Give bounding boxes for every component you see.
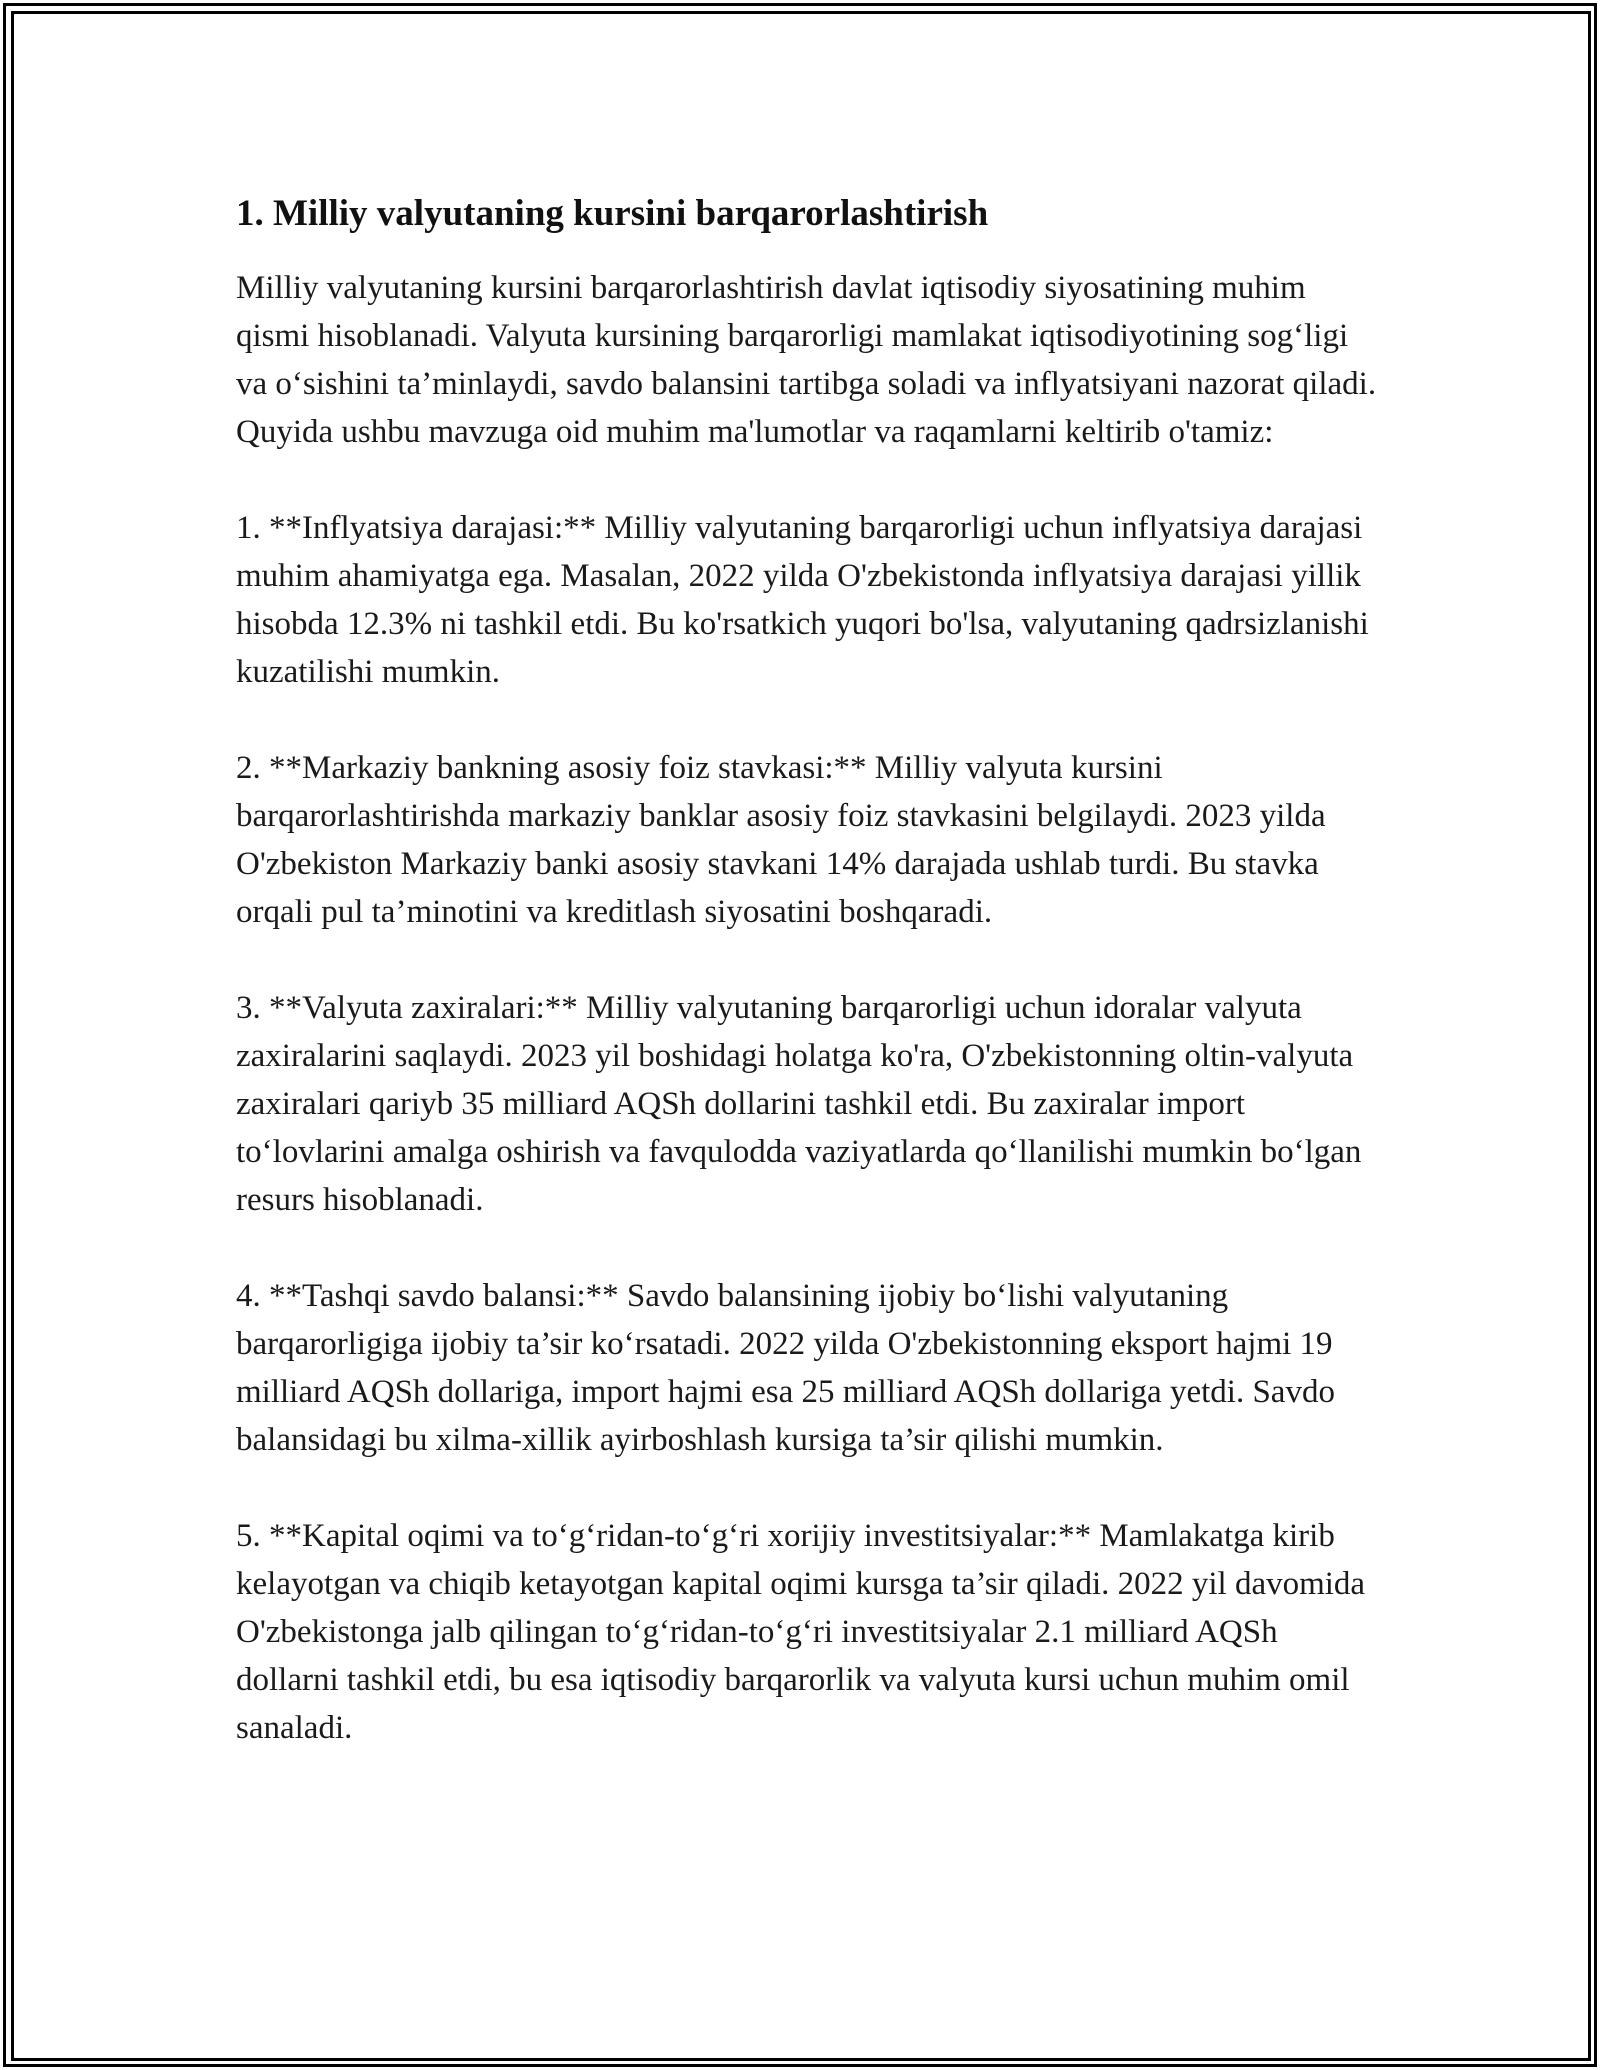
section-heading: 1. Milliy valyutaning kursini barqarorlashtirish	[236, 193, 989, 234]
list-item-capital-flows: 5. **Kapital oqimi va to‘g‘ridan-to‘g‘ri xorijiy investitsiyalar:** Mamlakatga kirib kelayotgan va chiqib ketayotgan kapital oqimi kursga ta’sir qiladi. 2022 yil davomida O'zbekistonga jalb qilingan to‘g‘ridan-to‘g‘ri investitsiyalar 2.1 milliard AQSh dollarni tashkil etdi, bu esa iqtisodiy barqarorlik va valyuta kursi uchun muhim omil sanaladi.	[236, 1518, 1366, 1746]
list-item-reserves: 3. **Valyuta zaxiralari:** Milliy valyutaning barqarorligi uchun idoralar valyuta zaxiralarini saqlaydi. 2023 yil boshidagi holatga ko'ra, O'zbekistonning oltin-valyuta zaxiralari qariyb 35 milliard AQSh dollarini tashkil etdi. Bu zaxiralar import to‘lovlarini amalga oshirish va favqulodda vaziyatlarda qo‘llanilishi mumkin bo‘lgan resurs hisoblanadi.	[236, 990, 1362, 1218]
list-item-inflation: 1. **Inflyatsiya darajasi:** Milliy valyutaning barqarorligi uchun inflyatsiya darajasi muhim ahamiyatga ega. Masalan, 2022 yilda O'zbekistonda inflyatsiya darajasi yillik hisobda 12.3% ni tashkil etdi. Bu ko'rsatkich yuqori bo'lsa, valyutaning qadrsizlanishi kuzatilishi mumkin.	[236, 510, 1369, 690]
list-item-interest-rate: 2. **Markaziy bankning asosiy foiz stavkasi:** Milliy valyuta kursini barqarorlashtirishda markaziy banklar asosiy foiz stavkasini belgilaydi. 2023 yilda O'zbekiston Markaziy banki asosiy stavkani 14% darajada ushlab turdi. Bu stavka orqali pul ta’minotini va kreditlash siyosatini boshqaradi.	[236, 750, 1326, 930]
list-item-trade-balance: 4. **Tashqi savdo balansi:** Savdo balansining ijobiy bo‘lishi valyutaning barqarorligiga ijobiy ta’sir ko‘rsatadi. 2022 yilda O'zbekistonning eksport hajmi 19 milliard AQSh dollariga, import hajmi esa 25 milliard AQSh dollariga yetdi. Savdo balansidagi bu xilma-xillik ayirboshlash kursiga ta’sir qilishi mumkin.	[236, 1278, 1335, 1458]
document-body	[236, 186, 1386, 1752]
intro-paragraph: Milliy valyutaning kursini barqarorlashtirish davlat iqtisodiy siyosatining muhim qismi hisoblanadi. Valyuta kursining barqarorligi mamlakat iqtisodiyotining sog‘ligi va o‘sishini ta’minlaydi, savdo balansini tartibga soladi va inflyatsiyani nazorat qiladi. Quyida ushbu mavzuga oid muhim ma'lumotlar va raqamlarni keltirib o'tamiz:	[236, 270, 1377, 450]
